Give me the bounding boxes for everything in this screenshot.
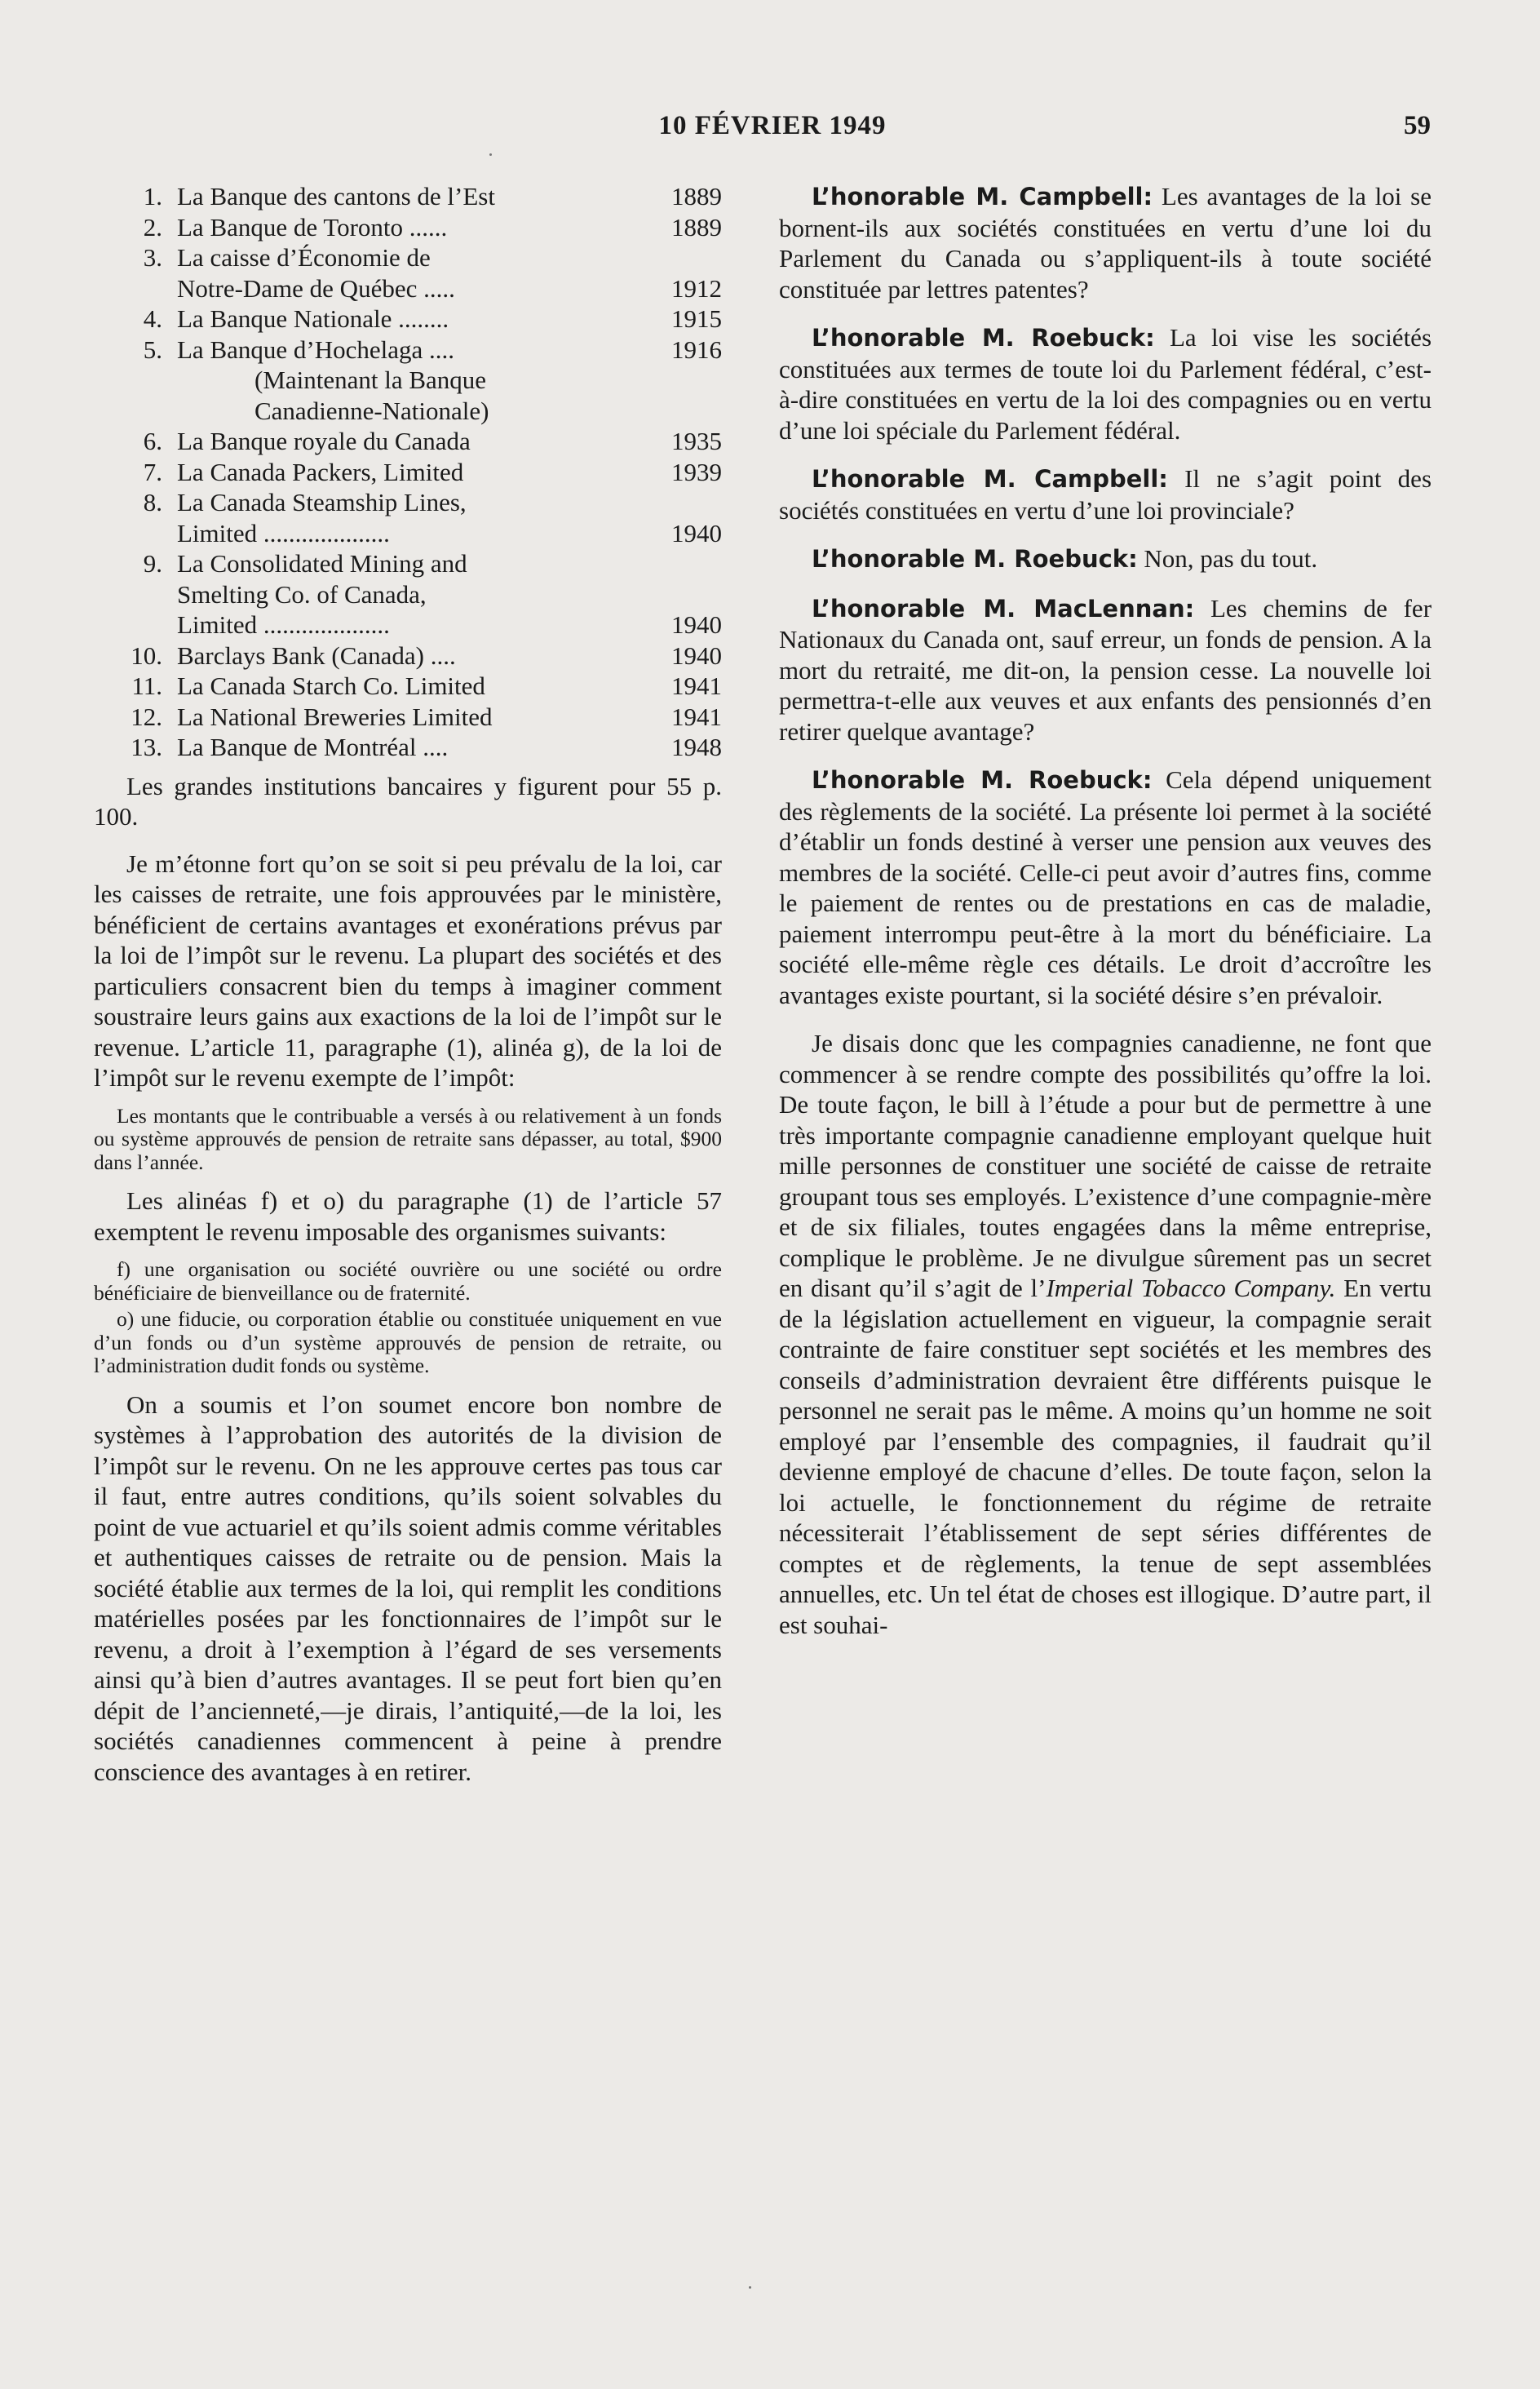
speech <box>779 543 1432 575</box>
list-item-name: La Banque d’Hochelaga .... <box>177 335 455 364</box>
list-item <box>94 609 722 640</box>
list-item-number: 7. <box>143 457 162 486</box>
list-item-year: 1912 <box>671 273 722 303</box>
page-header <box>114 111 1431 152</box>
list-item-number: 9. <box>143 549 162 578</box>
company-name: Imperial Tobacco Company. <box>1046 1274 1336 1302</box>
list-item <box>94 242 722 273</box>
block-quote: f) une organisation ou société ouvrière ou une société ou ordre bénéficiaire de bienveillance ou de fraternité. <box>94 1257 722 1305</box>
paragraph-text: En vertu de la législation actuellement en vigueur, la compagnie serait contrainte de faire constituer sept sociétés et les membres des conseils d’administration devraient être différents puisque le personnel ne serait pas le même. A moins qu’un homme ne soit employé par l’ensemble des compagnies, il faudrait qu’il devienne employé de chacune d’elles. De toute façon, selon la loi actuelle, le fonctionnement du régime de retraite nécessiterait l’établissement de sept séries différentes de comptes et de règlements, la tenue de sept assemblées annuelles, etc. Un tel état de choses est illogique. D’autre part, il est souhai- <box>779 1274 1432 1639</box>
paragraph-text: Je disais donc que les compagnies canadienne, ne font que commencer à se rendre compte des possibilités qu’offre la loi. De toute façon, le bill à l’étude a pour but de permettre à une très importante compagnie canadienne employant quelque huit mille personnes de constituer une société de caisse de retraite groupant tous ses employés. L’existence d’une compagnie-mère et de six filiales, toutes engagées dans la même entreprise, complique le problème. Je ne divulgue sûrement pas un secret en disant qu’il s’agit de l’ <box>779 1029 1432 1302</box>
paragraph: Les alinéas f) et o) du paragraphe (1) de l’article 57 exemptent le revenu imposable des organismes suivants: <box>94 1186 722 1246</box>
right-column <box>779 181 1432 1651</box>
header-date: 10 FÉVRIER 1949 <box>658 111 887 140</box>
list-item-number: 4. <box>143 304 162 333</box>
list-item-year: 1940 <box>671 518 722 547</box>
list-item <box>94 457 722 488</box>
list-item <box>94 396 722 427</box>
list-item-name: La Banque de Montréal .... <box>177 733 449 761</box>
list-item-number: 12. <box>131 702 162 731</box>
paragraph: Les grandes institutions bancaires y figurent pour 55 p. 100. <box>94 771 722 831</box>
list-item-year: 1940 <box>671 610 722 639</box>
list-item-name: La Canada Starch Co. Limited <box>177 671 485 700</box>
list-item-name: La Canada Packers, Limited <box>177 457 464 486</box>
list-item-number: 3. <box>143 243 162 272</box>
list-item-name: (Maintenant la Banque <box>254 366 487 394</box>
list-item <box>94 671 722 702</box>
list-item <box>94 640 722 671</box>
list-item-year: 1935 <box>671 427 722 455</box>
list-item-name: La Canada Steamship Lines, <box>177 488 467 516</box>
list-item-name: Smelting Co. of Canada, <box>177 579 427 609</box>
speech-text: Les chemins de fer Nationaux du Canada ont, sauf erreur, un fonds de pension. A la mort du retraité, me dit-on, la pension cesse. La nouvelle loi permettra-t-elle aux veuves et aux enfants des pensionnés d’en retirer quelque avantage? <box>779 593 1432 746</box>
list-item <box>94 273 722 304</box>
speaker-name: L’honorable M. Campbell: <box>812 465 1168 493</box>
list-item-number: 13. <box>131 733 162 761</box>
list-item-year: 1916 <box>671 335 722 364</box>
list-item <box>94 181 722 212</box>
paragraph: Je m’étonne fort qu’on se soit si peu prévalu de la loi, car les caisses de retraite, une fois approuvées par le ministère, bénéficient de certains avantages et exonérations prévus par la loi de l’impôt sur le revenu. La plupart des sociétés et des particuliers consacrent bien du temps à imaginer comment soustraire leurs gains aux exactions de la loi de l’impôt sur le revenue. L’article 11, paragraphe (1), alinéa g), de la loi de l’impôt sur le revenu exempte de l’impôt: <box>94 849 722 1092</box>
list-item-year: 1941 <box>671 671 722 700</box>
speaker-name: L’honorable M. Roebuck: <box>812 766 1153 794</box>
page-number: 59 <box>1404 111 1431 140</box>
list-item-name: Limited .................... <box>177 518 390 547</box>
list-item <box>94 579 722 610</box>
list-item-name: La Banque Nationale ........ <box>177 304 449 333</box>
list-item-name: Canadienne-Nationale) <box>254 396 489 425</box>
block-quote: o) une fiducie, ou corporation établie ou constituée uniquement en vue d’un fonds ou d’un système approuvés de pension de retraite, ou l’administration dudit fonds ou système. <box>94 1307 722 1377</box>
list-item <box>94 548 722 579</box>
print-speck <box>749 2286 751 2289</box>
speech <box>779 765 1432 1010</box>
speaker-name: L’honorable M. MacLennan: <box>812 594 1195 623</box>
list-item <box>94 365 722 396</box>
list-item-year: 1940 <box>671 640 722 670</box>
list-item-number: 10. <box>131 640 162 670</box>
speech-text: La loi vise les sociétés constituées aux termes de toute loi du Parlement fédéral, c’est-à-dire constituées en vertu de la loi des compagnies ou en vertu d’une loi spéciale du Parlement fédéral. <box>779 323 1432 445</box>
list-item <box>94 335 722 366</box>
speech <box>779 593 1432 747</box>
list-item-name: La Banque des cantons de l’Est <box>177 182 495 211</box>
list-item-name: La Consolidated Mining and <box>177 549 467 578</box>
speech <box>779 463 1432 525</box>
list-item <box>94 702 722 733</box>
speech-text: Non, pas du tout. <box>1144 544 1318 573</box>
list-item <box>94 732 722 763</box>
list-item <box>94 426 722 457</box>
list-item-year: 1939 <box>671 457 722 486</box>
list-item <box>94 487 722 518</box>
list-item-year: 1948 <box>671 733 722 761</box>
list-item-number: 2. <box>143 212 162 242</box>
bank-list <box>94 181 722 763</box>
list-item-name: Limited .................... <box>177 610 390 639</box>
list-item <box>94 212 722 243</box>
list-item-number: 1. <box>143 182 162 211</box>
speaker-name: L’honorable M. Campbell: <box>812 183 1153 211</box>
list-item-year: 1889 <box>671 212 722 242</box>
speech <box>779 181 1432 304</box>
list-item-number: 5. <box>143 335 162 364</box>
speech-text: Cela dépend uniquement des règlements de la société. La présente loi permet à la société d’établir un fonds destiné à verser une pension aux veuves des membres de la société. Celle-ci peut avoir d’autres fins, comme le paiement de rentes ou de prestations en cas de maladie, paiement interrompu peut-être à la mort du bénéficiaire. La société elle-même règle ces détails. Le droit d’accroître les avantages existe pourtant, si la société désire s’en prévaloir. <box>779 765 1432 1009</box>
list-item-number: 6. <box>143 427 162 455</box>
list-item-number: 8. <box>143 488 162 516</box>
list-item-name: La Banque royale du Canada <box>177 427 471 455</box>
list-item-name: La caisse d’Économie de <box>177 243 431 272</box>
speaker-name: L’honorable M. Roebuck: <box>812 324 1155 352</box>
list-item-year: 1889 <box>671 182 722 211</box>
speech <box>779 322 1432 445</box>
paragraph <box>779 1028 1432 1640</box>
speech-text: Les avantages de la loi se bornent-ils aux sociétés constituées en vertu d’une loi du Parlement du Canada ou s’appliquent-ils à toute société constituée par lettres patentes? <box>779 182 1432 304</box>
list-item-year: 1941 <box>671 702 722 731</box>
paragraph: On a soumis et l’on soumet encore bon nombre de systèmes à l’approbation des autorités de la division de l’impôt sur le revenu. On ne les approuve certes pas tous car il faut, entre autres conditions, qu’ils soient solvables du point de vue actuariel et qu’ils soient admis comme véritables et authentiques caisses de retraite ou de pension. Mais la société établie aux termes de la loi, qui remplit les conditions matérielles posées par les fonctionnaires de l’impôt sur le revenu, a droit à l’exemption à l’égard de ses versements ainsi qu’à bien d’autres avantages. Il se peut fort bien qu’en dépit de l’ancienneté,—je dirais, l’antiquité,—de la loi, les sociétés canadiennes commencent à peine à prendre conscience des avantages à en retirer. <box>94 1390 722 1786</box>
list-item <box>94 518 722 549</box>
list-item-name: La National Breweries Limited <box>177 702 493 731</box>
block-quote: Les montants que le contribuable a versés à ou relativement à un fonds ou système approuvés de pension de retraite sans dépasser, au total, $900 dans l’année. <box>94 1103 722 1174</box>
list-item-name: Notre-Dame de Québec ..... <box>177 273 455 303</box>
left-column <box>94 181 722 1798</box>
list-item-number: 11. <box>131 671 162 700</box>
list-item-name: La Banque de Toronto ...... <box>177 212 448 242</box>
list-item-year: 1915 <box>671 304 722 333</box>
list-item-name: Barclays Bank (Canada) .... <box>177 640 456 670</box>
speaker-name: L’honorable M. Roebuck: <box>812 545 1138 573</box>
print-speck <box>489 153 492 156</box>
speech-text: Il ne s’agit point des sociétés constituées en vertu d’une loi provinciale? <box>779 464 1432 525</box>
list-item <box>94 304 722 335</box>
